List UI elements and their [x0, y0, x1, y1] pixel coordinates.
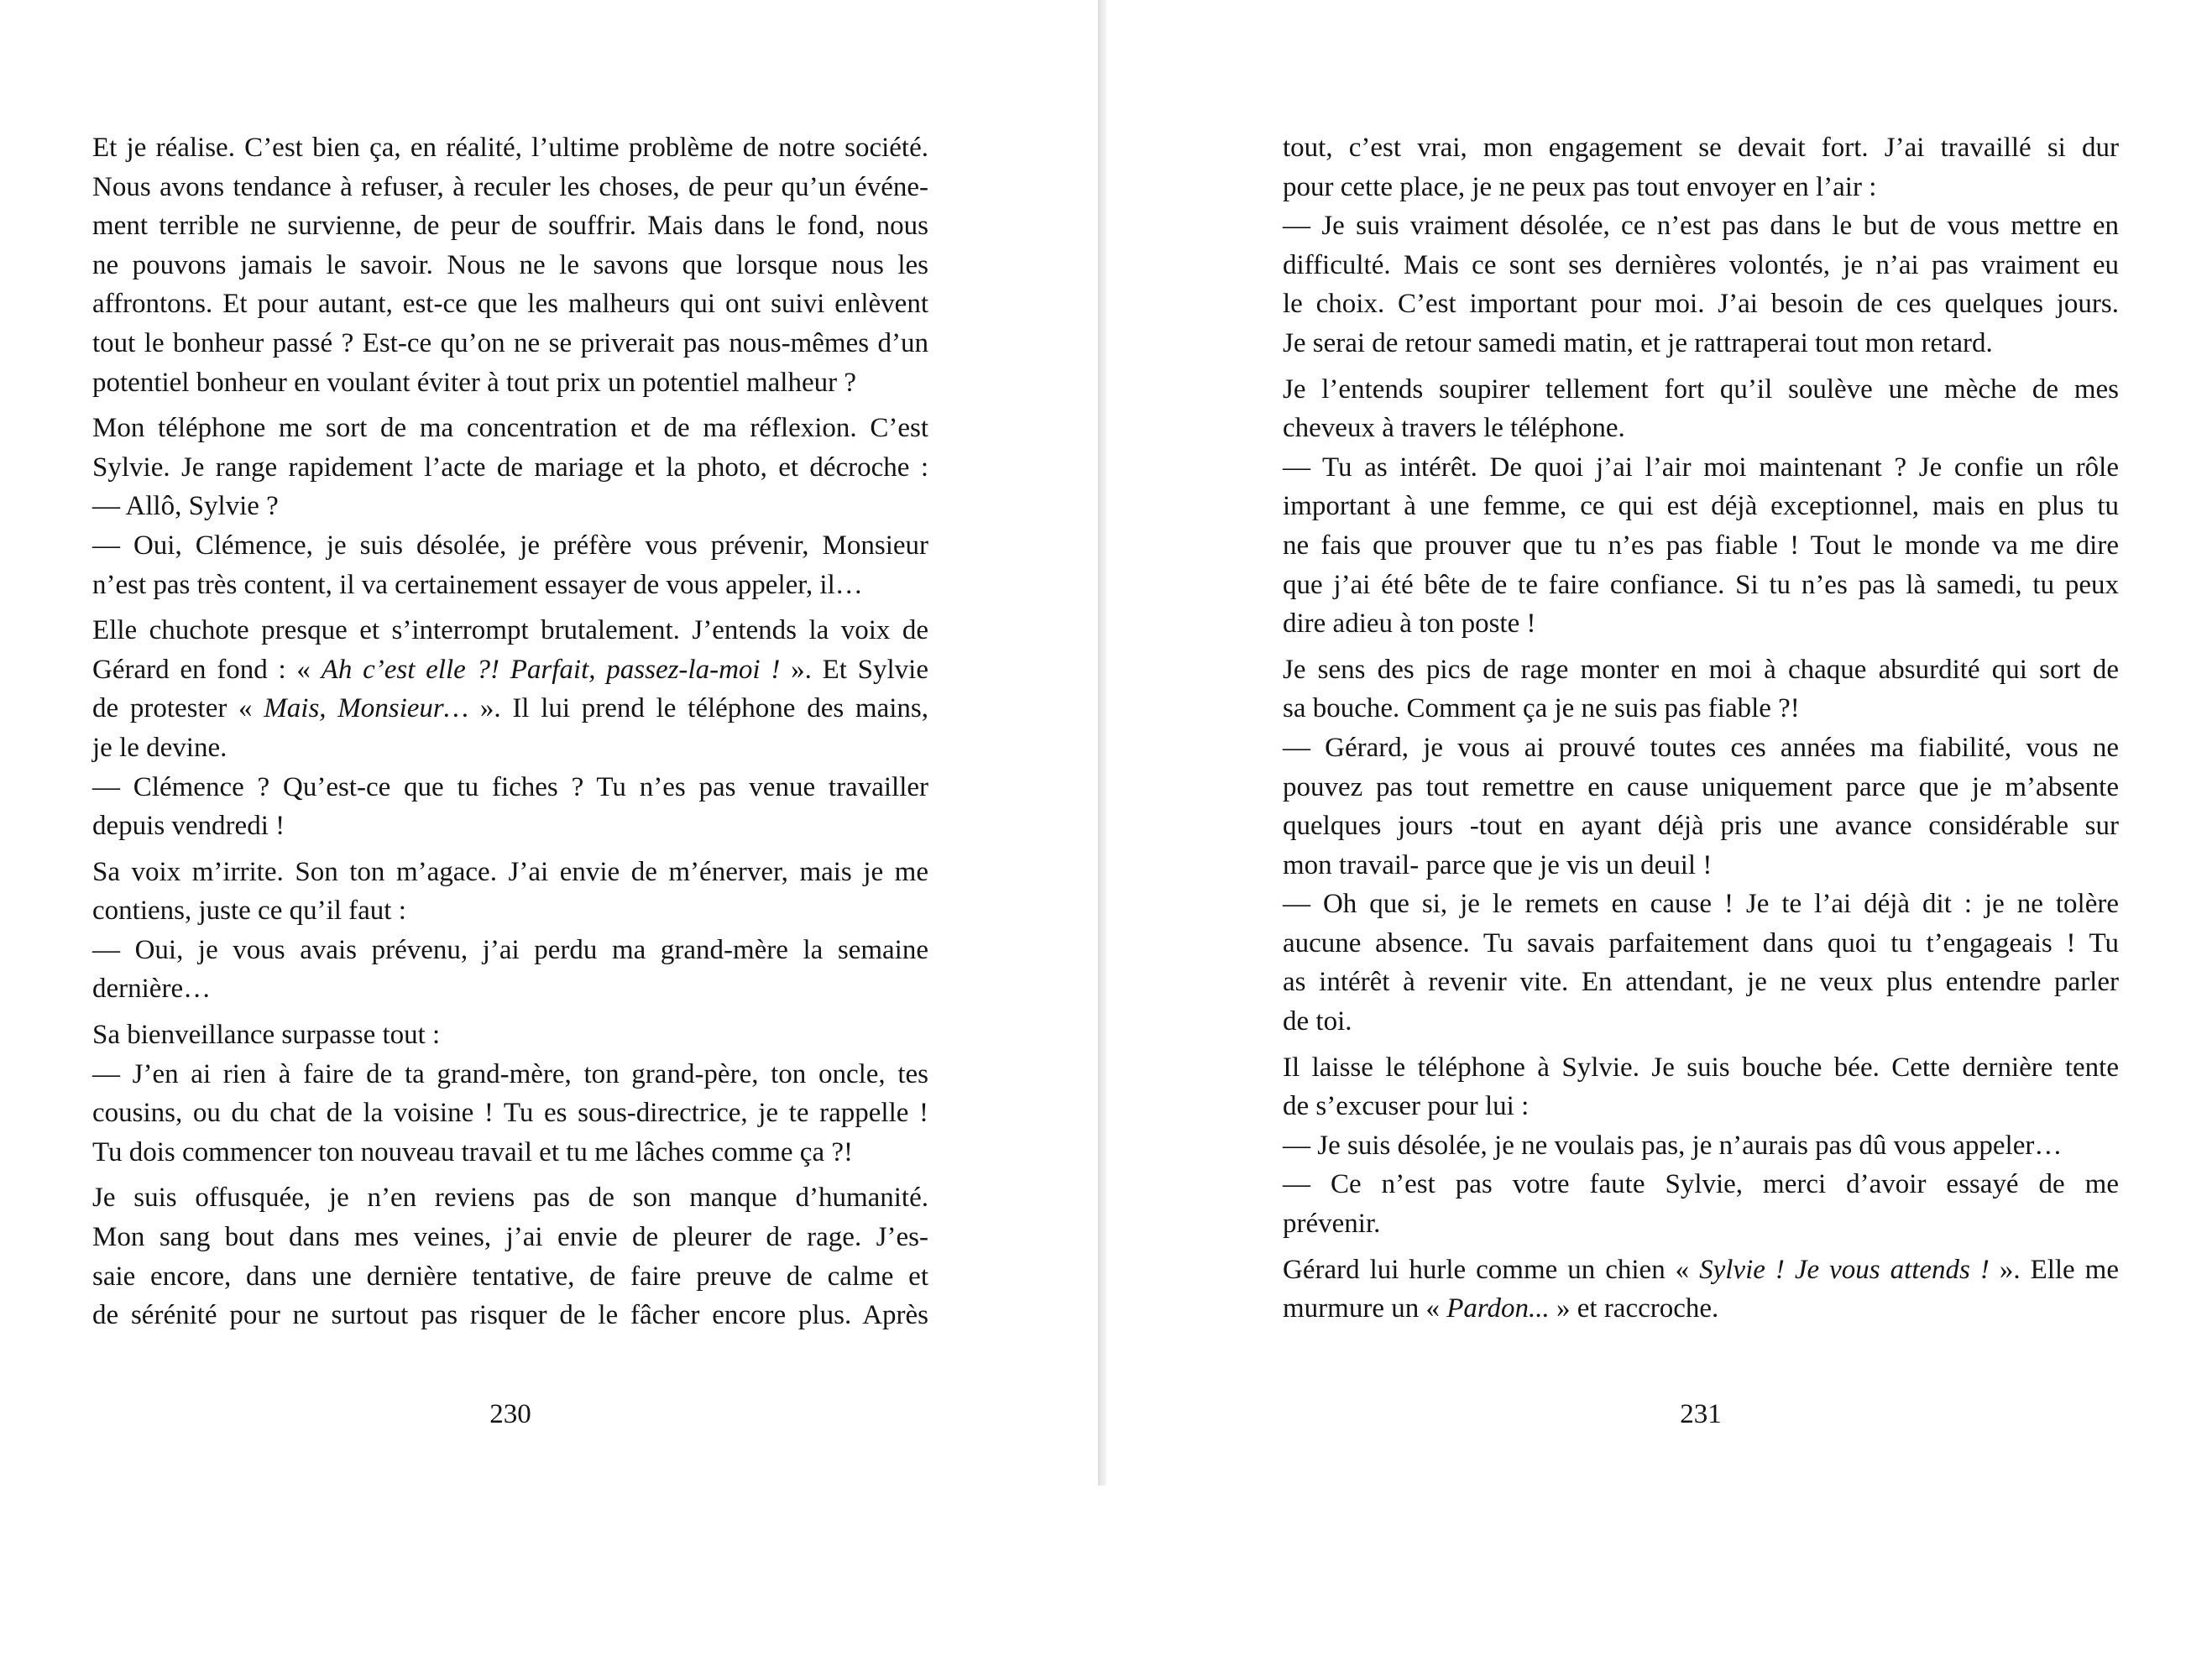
- text-line: Mon sang bout dans mes veines, j’ai envie de pleurer de rage. J’es-: [92, 1222, 928, 1253]
- text-line: ment terrible ne survienne, de peur de souffrir. Mais dans le fond, nous: [92, 211, 928, 242]
- paragraph: [1283, 128, 2119, 363]
- dialogue-line: — Clémence ? Qu’est-ce que tu fiches ? Tu n’es pas venue travailler: [92, 771, 928, 802]
- text-line: Gérard en fond : « Ah c’est elle ?! Parfait, passez-la-moi ! ». Et Sylvie: [92, 654, 928, 685]
- text-line: quelques jours -tout en ayant déjà pris une avance considérable sur: [1283, 811, 2119, 842]
- text-line: contiens, juste ce qu’il faut :: [92, 896, 406, 927]
- text-line: de protester « Mais, Monsieur… ». Il lui prend le téléphone des mains,: [92, 693, 928, 724]
- right-page: [1106, 0, 2212, 1486]
- paragraph: [92, 409, 928, 604]
- text-line: Je suis offusquée, je n’en reviens pas de son manque d’humanité.: [92, 1183, 928, 1214]
- text-line: saie encore, dans une dernière tentative, de faire preuve de calme et: [92, 1261, 928, 1292]
- text-line: cousins, ou du chat de la voisine ! Tu es sous-directrice, je te rappelle !: [92, 1098, 928, 1129]
- italic-quote: Sylvie ! Je vous attends !: [1699, 1254, 1990, 1285]
- paragraph: [1283, 1251, 2119, 1329]
- left-page: [0, 0, 1098, 1486]
- dialogue-line: — Ce n’est pas votre faute Sylvie, merci d’avoir essayé de me: [1283, 1169, 2119, 1200]
- paragraph: [92, 128, 928, 402]
- text-line: as intérêt à revenir vite. En attendant, je ne veux plus entendre parler: [1283, 967, 2119, 998]
- italic-quote: Mais, Monsieur…: [264, 693, 469, 724]
- text-line: dire adieu à ton poste !: [1283, 608, 1536, 640]
- text-line: Je serai de retour samedi matin, et je rattraperai tout mon retard.: [1283, 327, 1993, 358]
- dialogue-line: — Je suis vraiment désolée, ce n’est pas dans le but de vous mettre en: [1283, 211, 2119, 242]
- paragraph: [1283, 1048, 2119, 1244]
- paragraph: [92, 611, 928, 846]
- text-line: Nous avons tendance à refuser, à reculer les choses, de peur qu’un événe-: [92, 171, 928, 202]
- text-line: dernière…: [92, 974, 212, 1005]
- text-line: de s’excuser pour lui :: [1283, 1091, 1530, 1122]
- dialogue-line: — Oui, je vous avais prévenu, j’ai perdu ma grand-mère la semaine: [92, 934, 928, 965]
- text-line: mon travail- parce que je vis un deuil !: [1283, 849, 1713, 880]
- paragraph: [92, 853, 928, 1009]
- left-page-text: [92, 128, 928, 1335]
- page-number: 231: [1680, 1399, 1722, 1429]
- paragraph: [92, 1016, 928, 1172]
- text-line: que j’ai été bête de te faire confiance. Si tu n’es pas là samedi, tu peux: [1283, 569, 2119, 600]
- dialogue-line: — Tu as intérêt. De quoi j’ai l’air moi maintenant ? Je confie un rôle: [1283, 452, 2119, 483]
- dialogue-line: — Allô, Sylvie ?: [92, 491, 279, 522]
- text-line: tout le bonheur passé ? Est-ce qu’on ne se priverait pas nous-mêmes d’un: [92, 327, 928, 358]
- text-line: Je sens des pics de rage monter en moi à chaque absurdité qui sort de: [1283, 654, 2119, 685]
- text-line: Il laisse le téléphone à Sylvie. Je suis bouche bée. Cette dernière tente: [1283, 1052, 2119, 1083]
- text-line: important à une femme, ce qui est déjà exceptionnel, mais en plus tu: [1283, 491, 2119, 522]
- text-line: aucune absence. Tu savais parfaitement dans quoi tu t’engageais ! Tu: [1283, 927, 2119, 958]
- page-number: 230: [489, 1399, 531, 1429]
- text-line: Sylvie. Je range rapidement l’acte de mariage et la photo, et décroche :: [92, 452, 928, 483]
- text-line: cheveux à travers le téléphone.: [1283, 413, 1625, 444]
- text-line: Je l’entends soupirer tellement fort qu’il soulève une mèche de mes: [1283, 373, 2119, 405]
- paragraph: [1283, 650, 2119, 1042]
- text-line: pour cette place, je ne peux pas tout envoyer en l’air :: [1283, 171, 1877, 202]
- text-line: le choix. C’est important pour moi. J’ai besoin de ces quelques jours.: [1283, 289, 2119, 320]
- paragraph: [1283, 370, 2119, 644]
- paragraph: [92, 1178, 928, 1334]
- dialogue-line: — J’en ai rien à faire de ta grand-mère, ton grand-père, ton oncle, tes: [92, 1058, 928, 1089]
- text-line: Tu dois commencer ton nouveau travail et tu me lâches comme ça ?!: [92, 1136, 853, 1167]
- dialogue-line: — Gérard, je vous ai prouvé toutes ces années ma fiabilité, vous ne: [1283, 732, 2119, 763]
- text-line: depuis vendredi !: [92, 811, 285, 842]
- text-line: ne fais que prouver que tu n’es pas fiable ! Tout le monde va me dire: [1283, 530, 2119, 561]
- text-line: tout, c’est vrai, mon engagement se devait fort. J’ai travaillé si dur: [1283, 133, 2119, 163]
- text-line: Gérard lui hurle comme un chien « Sylvie ! Je vous attends ! ». Elle me: [1283, 1254, 2119, 1285]
- text-line: n’est pas très content, il va certainement essayer de vous appeler, il…: [92, 569, 863, 600]
- dialogue-line: — Oui, Clémence, je suis désolée, je préfère vous prévenir, Monsieur: [92, 530, 928, 561]
- right-page-text: [1283, 128, 2119, 1329]
- text-line: je le devine.: [92, 732, 227, 763]
- text-line: difficulté. Mais ce sont ses dernières volontés, je n’ai pas vraiment eu: [1283, 249, 2119, 280]
- text-line: Elle chuchote presque et s’interrompt brutalement. J’entends la voix de: [92, 615, 928, 646]
- book-gutter: [1098, 0, 1106, 1486]
- text-line: pouvez pas tout remettre en cause uniquement parce que je m’absente: [1283, 771, 2119, 802]
- text-line: de toi.: [1283, 1006, 1352, 1037]
- italic-quote: Ah c’est elle ?! Parfait, passez-la-moi !: [321, 654, 781, 685]
- text-line: ne pouvons jamais le savoir. Nous ne le savons que lorsque nous les: [92, 249, 928, 280]
- italic-quote: Pardon...: [1446, 1293, 1550, 1324]
- dialogue-line: — Je suis désolée, je ne voulais pas, je n’aurais pas dû vous appeler…: [1283, 1130, 2063, 1161]
- text-line: Et je réalise. C’est bien ça, en réalité, l’ultime problème de notre société.: [92, 133, 928, 163]
- text-line: affrontons. Et pour autant, est-ce que les malheurs qui ont suivi enlèvent: [92, 289, 928, 320]
- text-line: de sérénité pour ne surtout pas risquer de le fâcher encore plus. Après: [92, 1300, 928, 1331]
- dialogue-line: — Oh que si, je le remets en cause ! Je te l’ai déjà dit : je ne tolère: [1283, 889, 2119, 920]
- text-line: Sa bienveillance surpasse tout :: [92, 1020, 441, 1051]
- text-line: sa bouche. Comment ça je ne suis pas fiable ?!: [1283, 693, 1800, 724]
- text-line: murmure un « Pardon... » et raccroche.: [1283, 1293, 1719, 1324]
- text-line: potentiel bonheur en voulant éviter à tout prix un potentiel malheur ?: [92, 367, 856, 398]
- text-line: prévenir.: [1283, 1209, 1381, 1240]
- text-line: Sa voix m’irrite. Son ton m’agace. J’ai envie de m’énerver, mais je me: [92, 856, 928, 887]
- text-line: Mon téléphone me sort de ma concentration et de ma réflexion. C’est: [92, 413, 928, 444]
